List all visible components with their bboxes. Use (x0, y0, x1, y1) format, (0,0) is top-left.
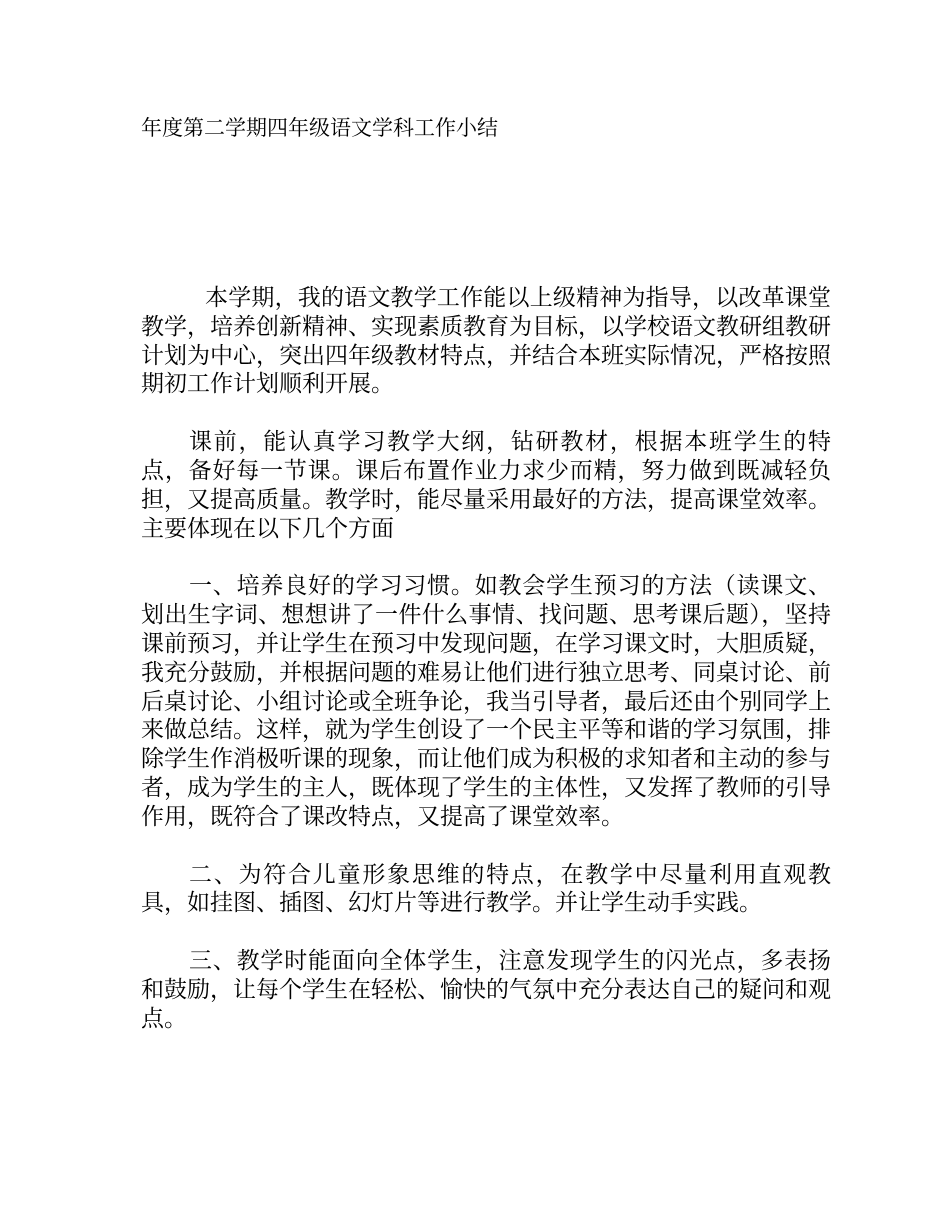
paragraph-spacer (141, 399, 831, 428)
paragraph-point-one: 一、培养良好的学习习惯。如教会学生预习的方法（读课文、划出生字词、想想讲了一件什么事情、找问题、思考课后题），坚持课前预习，并让学生在预习中发现问题，在学习课文时，大胆质疑，我充分鼓励，并根据问题的难易让他们进行独立思考、同桌讨论、前后桌讨论、小组讨论或全班争论，我当引导者，最后还由个别同学上来做总结。这样，就为学生创设了一个民主平等和谐的学习氛围，排除学生作消极听课的现象，而让他们成为积极的求知者和主动的参与者，成为学生的主人，既体现了学生的主体性，又发挥了教师的引导作用，既符合了课改特点，又提高了课堂效率。 (141, 573, 831, 830)
paragraph-intro: 本学期，我的语文教学工作能以上级精神为指导，以改革课堂教学，培养创新精神、实现素质教育为目标，以学校语文教研组教研计划为中心，突出四年级教材特点，并结合本班实际情况，严格按照期初工作计划顺利开展。 (141, 285, 831, 398)
document-title: 年度第二学期四年级语文学科工作小结 (141, 116, 498, 140)
document-body (141, 284, 831, 1034)
paragraph-point-three: 三、教学时能面向全体学生，注意发现学生的闪光点，多表扬和鼓励，让每个学生在轻松、愉快的气氛中充分表达自己的疑问和观点。 (141, 948, 831, 1032)
paragraph-spacer (141, 543, 831, 572)
paragraph-preparation: 课前，能认真学习教学大纲，钻研教材，根据本班学生的特点，备好每一节课。课后布置作业力求少而精，努力做到既减轻负担，又提高质量。教学时，能尽量采用最好的方法，提高课堂效率。主要体现在以下几个方面 (141, 429, 831, 542)
paragraph-spacer (141, 918, 831, 947)
paragraph-spacer (141, 832, 831, 861)
paragraph-point-two: 二、为符合儿童形象思维的特点，在教学中尽量利用直观教具，如挂图、插图、幻灯片等进行教学。并让学生动手实践。 (141, 861, 831, 917)
